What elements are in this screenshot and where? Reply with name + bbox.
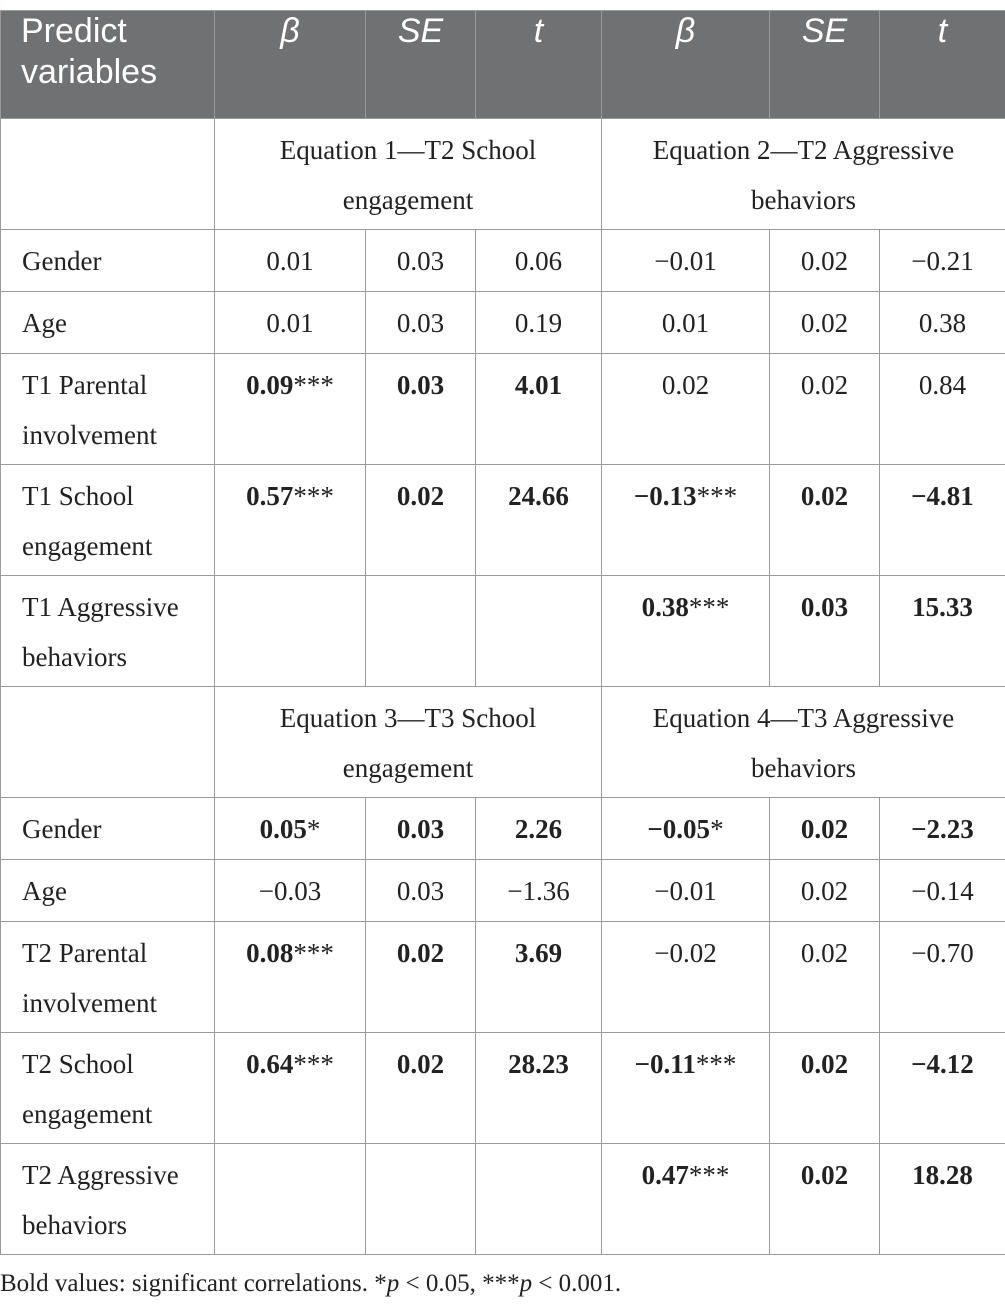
footnote-p-symbol-2: p: [519, 1270, 533, 1297]
table-body: [1, 119, 1005, 1255]
value-cell: [880, 465, 1005, 576]
table-row: [1, 230, 1005, 292]
header-beta-1: β: [215, 11, 366, 119]
table-row: [1, 1033, 1005, 1144]
row-label: T1 Parental involvement: [1, 354, 215, 465]
row-label: Age: [1, 860, 215, 922]
value-cell: [476, 922, 602, 1033]
cell-value: 0.02: [800, 481, 849, 511]
cell-value: 0.01: [266, 246, 314, 276]
value-cell: [215, 576, 366, 687]
row-label: T1 Aggressive behaviors: [1, 576, 215, 687]
value-cell: [476, 1033, 602, 1144]
value-cell: [476, 860, 602, 922]
cell-value: 3.69: [514, 938, 563, 968]
equation-blank-cell: [1, 119, 215, 230]
value-cell: [602, 922, 770, 1033]
value-cell: [770, 354, 880, 465]
table-row: [1, 798, 1005, 860]
table-row: [1, 922, 1005, 1033]
value-cell: [366, 230, 476, 292]
row-label: T2 Parental involvement: [1, 922, 215, 1033]
row-label: T2 School engagement: [1, 1033, 215, 1144]
cell-value: −0.21: [911, 246, 974, 276]
significance-stars: ***: [688, 1160, 730, 1190]
value-cell: [476, 798, 602, 860]
cell-value: 0.57: [246, 481, 294, 511]
cell-value: 4.01: [514, 370, 563, 400]
equation-header-row: [1, 687, 1005, 798]
table-row: [1, 465, 1005, 576]
value-cell: [770, 922, 880, 1033]
cell-value: −0.13: [633, 481, 697, 511]
value-cell: [602, 354, 770, 465]
cell-value: 0.02: [800, 814, 849, 844]
significance-stars: ***: [695, 1049, 737, 1079]
cell-value: −0.05: [647, 814, 711, 844]
cell-value: 18.28: [912, 1160, 973, 1190]
cell-value: 0.03: [396, 370, 445, 400]
value-cell: [215, 1033, 366, 1144]
header-t-2: t: [880, 11, 1005, 119]
footnote-p-symbol-1: p: [386, 1270, 400, 1297]
value-cell: [366, 1033, 476, 1144]
value-cell: [215, 292, 366, 354]
table-row: [1, 354, 1005, 465]
cell-value: 0.05: [259, 814, 307, 844]
value-cell: [366, 798, 476, 860]
cell-value: 0.09: [246, 370, 294, 400]
cell-value: −1.36: [507, 876, 570, 906]
value-cell: [366, 292, 476, 354]
value-cell: [366, 354, 476, 465]
value-cell: [880, 922, 1005, 1033]
equation-label-left: Equation 3—T3 School engagement: [215, 687, 602, 798]
cell-value: 24.66: [508, 481, 569, 511]
value-cell: [770, 798, 880, 860]
value-cell: [215, 922, 366, 1033]
table-footnote: [0, 1270, 621, 1298]
row-label: Gender: [1, 798, 215, 860]
cell-value: 0.02: [396, 938, 445, 968]
cell-value: 0.47: [641, 1160, 689, 1190]
significance-stars: ***: [696, 481, 738, 511]
row-label: Age: [1, 292, 215, 354]
cell-value: −4.12: [911, 1049, 974, 1079]
value-cell: [770, 230, 880, 292]
value-cell: [602, 860, 770, 922]
equation-label-right: Equation 4—T3 Aggressive behaviors: [602, 687, 1005, 798]
value-cell: [880, 354, 1005, 465]
table-row: [1, 576, 1005, 687]
value-cell: [770, 292, 880, 354]
significance-stars: ***: [293, 481, 334, 511]
significance-stars: *: [306, 814, 321, 844]
value-cell: [215, 230, 366, 292]
cell-value: 0.08: [246, 938, 294, 968]
value-cell: [476, 576, 602, 687]
cell-value: 0.03: [800, 592, 849, 622]
cell-value: 0.02: [800, 876, 849, 906]
cell-value: 0.38: [918, 308, 967, 338]
value-cell: [602, 1033, 770, 1144]
cell-value: 0.02: [800, 246, 849, 276]
value-cell: [366, 465, 476, 576]
value-cell: [770, 1144, 880, 1255]
equation-label-right: Equation 2—T2 Aggressive behaviors: [602, 119, 1005, 230]
value-cell: [880, 798, 1005, 860]
value-cell: [366, 1144, 476, 1255]
row-label: Gender: [1, 230, 215, 292]
footnote-tail: < 0.001.: [532, 1270, 622, 1297]
value-cell: [770, 576, 880, 687]
value-cell: [880, 1033, 1005, 1144]
cell-value: 0.02: [800, 1160, 849, 1190]
footnote-lead: Bold values: significant correlations. *: [0, 1270, 387, 1297]
value-cell: [366, 576, 476, 687]
cell-value: 0.02: [661, 370, 710, 400]
cell-value: −0.14: [911, 876, 974, 906]
cell-value: 0.84: [918, 370, 967, 400]
value-cell: [602, 292, 770, 354]
value-cell: [880, 230, 1005, 292]
cell-value: −2.23: [911, 814, 974, 844]
value-cell: [215, 860, 366, 922]
value-cell: [880, 860, 1005, 922]
value-cell: [476, 230, 602, 292]
cell-value: 0.01: [661, 308, 710, 338]
cell-value: 15.33: [912, 592, 973, 622]
significance-stars: ***: [688, 592, 730, 622]
significance-stars: *: [710, 814, 724, 844]
cell-value: 0.03: [396, 246, 445, 276]
value-cell: [602, 230, 770, 292]
equation-header-row: [1, 119, 1005, 230]
cell-value: 0.02: [800, 308, 849, 338]
value-cell: [602, 798, 770, 860]
value-cell: [770, 465, 880, 576]
value-cell: [602, 465, 770, 576]
table-header: [1, 11, 1005, 119]
results-table: [0, 10, 1005, 1255]
row-label: T2 Aggressive behaviors: [1, 1144, 215, 1255]
cell-value: −0.01: [654, 876, 717, 906]
cell-value: 0.02: [396, 1049, 445, 1079]
value-cell: [880, 576, 1005, 687]
cell-value: −0.70: [911, 938, 974, 968]
table-row: [1, 860, 1005, 922]
value-cell: [215, 465, 366, 576]
header-se-2: SE: [770, 11, 880, 119]
value-cell: [366, 860, 476, 922]
value-cell: [880, 1144, 1005, 1255]
cell-value: 0.19: [514, 308, 563, 338]
value-cell: [476, 354, 602, 465]
value-cell: [770, 1033, 880, 1144]
cell-value: 0.64: [246, 1049, 294, 1079]
row-label: T1 School engagement: [1, 465, 215, 576]
cell-value: 0.02: [800, 938, 849, 968]
significance-stars: ***: [293, 938, 334, 968]
cell-value: 0.01: [266, 308, 314, 338]
table-row: [1, 292, 1005, 354]
cell-value: 28.23: [508, 1049, 569, 1079]
equation-label-left: Equation 1—T2 School engagement: [215, 119, 602, 230]
cell-value: −0.03: [258, 876, 322, 906]
cell-value: 0.06: [514, 246, 563, 276]
header-predict-variables: Predict variables: [1, 11, 215, 119]
value-cell: [215, 798, 366, 860]
cell-value: 0.03: [396, 814, 445, 844]
significance-stars: ***: [293, 1049, 334, 1079]
cell-value: 0.38: [641, 592, 689, 622]
value-cell: [476, 292, 602, 354]
header-beta-2: β: [602, 11, 770, 119]
value-cell: [602, 1144, 770, 1255]
value-cell: [215, 354, 366, 465]
cell-value: 0.02: [800, 1049, 849, 1079]
cell-value: −0.11: [634, 1049, 696, 1079]
footnote-mid: < 0.05, ***: [399, 1270, 520, 1297]
value-cell: [215, 1144, 366, 1255]
cell-value: 0.03: [396, 876, 445, 906]
cell-value: 2.26: [514, 814, 563, 844]
cell-value: −4.81: [911, 481, 974, 511]
equation-blank-cell: [1, 687, 215, 798]
cell-value: −0.01: [654, 246, 717, 276]
header-se-1: SE: [366, 11, 476, 119]
significance-stars: ***: [293, 370, 334, 400]
cell-value: 0.03: [396, 308, 445, 338]
value-cell: [366, 922, 476, 1033]
table-row: [1, 1144, 1005, 1255]
value-cell: [476, 465, 602, 576]
cell-value: −0.02: [654, 938, 717, 968]
value-cell: [770, 860, 880, 922]
cell-value: 0.02: [396, 481, 445, 511]
cell-value: 0.02: [800, 370, 849, 400]
header-t-1: t: [476, 11, 602, 119]
value-cell: [602, 576, 770, 687]
value-cell: [880, 292, 1005, 354]
value-cell: [476, 1144, 602, 1255]
